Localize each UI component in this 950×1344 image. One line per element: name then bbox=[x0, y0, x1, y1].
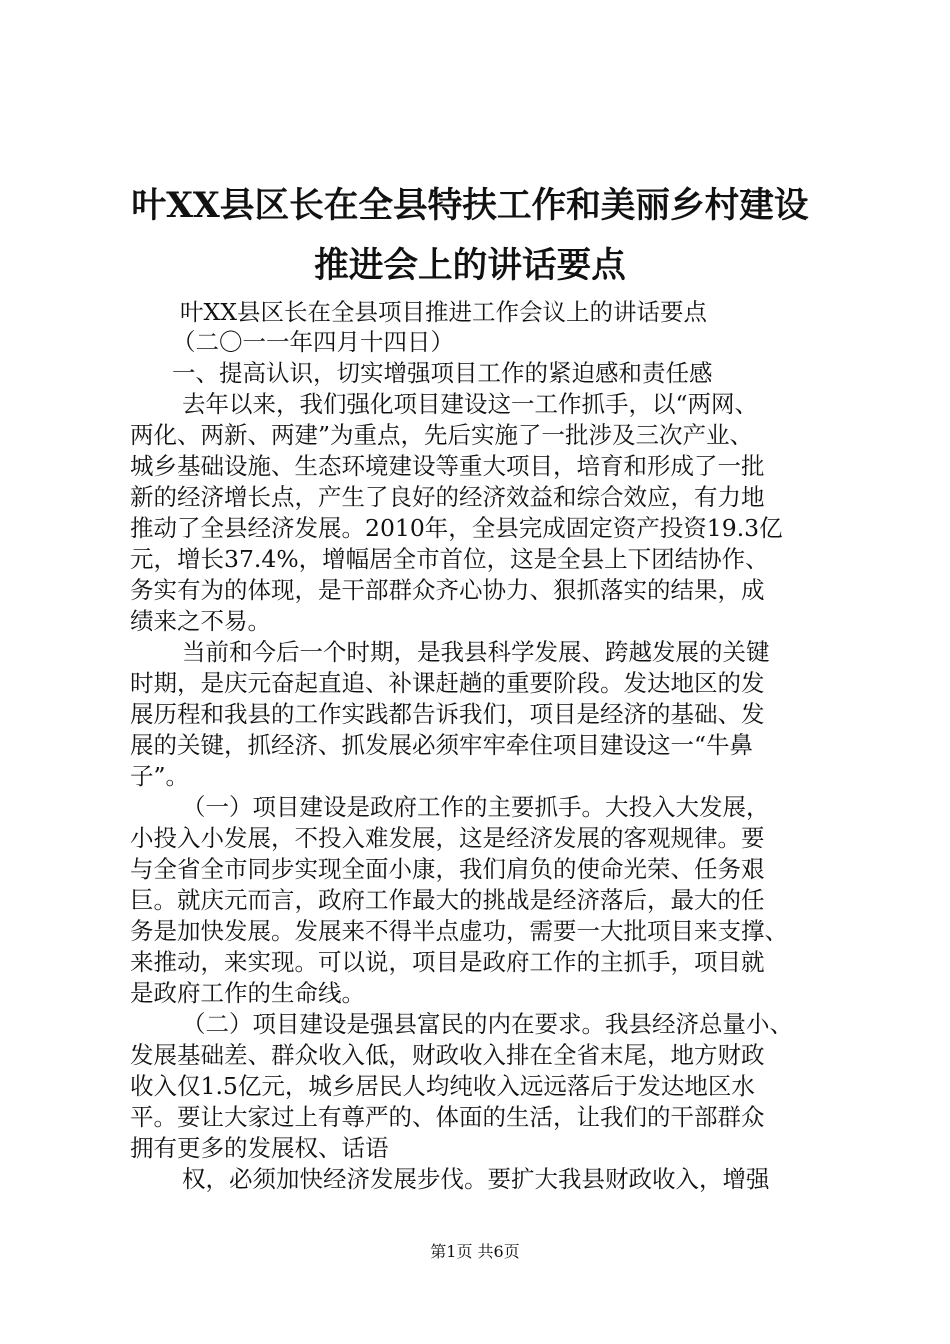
document-title-line-2: 推进会上的讲话要点 bbox=[314, 245, 626, 286]
body-line: 发展基础差、群众收入低，财政收入排在全省末尾，地方财政 bbox=[130, 1041, 765, 1069]
body-line: 展的关键，抓经济、抓发展必须牢牢牵住项目建设这一“牛鼻 bbox=[130, 731, 754, 759]
body-line: 平。要让大家过上有尊严的、体面的生活，让我们的干部群众 bbox=[130, 1103, 765, 1131]
body-line: 推动了全县经济发展。2010年，全县完成固定资产投资19.3亿 bbox=[130, 514, 783, 542]
body-line: 当前和今后一个时期，是我县科学发展、跨越发展的关键 bbox=[182, 638, 770, 666]
body-line: 务实有为的体现，是干部群众齐心协力、狠抓落实的结果，成 bbox=[130, 576, 765, 604]
page-footer: 第1页 共6页 bbox=[430, 1242, 520, 1261]
body-line: 新的经济增长点，产生了良好的经济效益和综合效应，有力地 bbox=[130, 483, 765, 511]
document-title-line-1: 叶XX县区长在全县特扶工作和美丽乡村建设 bbox=[131, 185, 809, 226]
body-line: 子”。 bbox=[130, 762, 190, 790]
body-line: 时期，是庆元奋起直追、补课赶趟的重要阶段。发达地区的发 bbox=[130, 669, 765, 697]
body-line: 权，必须加快经济发展步伐。要扩大我县财政收入，增强 bbox=[182, 1165, 770, 1193]
body-line: （一）项目建设是政府工作的主要抓手。大投入大发展， bbox=[182, 793, 770, 821]
body-line: 来推动，来实现。可以说，项目是政府工作的主抓手，项目就 bbox=[130, 948, 765, 976]
section-heading: 一、提高认识，切实增强项目工作的紧迫感和责任感 bbox=[172, 359, 713, 387]
body-line: 务是加快发展。发展来不得半点虚功，需要一大批项目来支撑、 bbox=[130, 917, 788, 945]
body-line: 两化、两新、两建”为重点，先后实施了一批涉及三次产业、 bbox=[130, 421, 754, 449]
body-line: 拥有更多的发展权、话语 bbox=[130, 1134, 389, 1162]
body-line: 是政府工作的生命线。 bbox=[130, 979, 365, 1007]
body-line: 展历程和我县的工作实践都告诉我们，项目是经济的基础、发 bbox=[130, 700, 765, 728]
subtitle-line: 叶XX县区长在全县项目推进工作会议上的讲话要点 bbox=[180, 298, 707, 326]
body-line: 巨。就庆元而言，政府工作最大的挑战是经济落后，最大的任 bbox=[130, 886, 765, 914]
body-line: 绩来之不易。 bbox=[130, 607, 271, 635]
body-line: 城乡基础设施、生态环境建设等重大项目，培育和形成了一批 bbox=[130, 452, 765, 480]
body-line: （二）项目建设是强县富民的内在要求。我县经济总量小、 bbox=[182, 1010, 793, 1038]
body-line: 元，增长37.4%，增幅居全市首位，这是全县上下团结协作、 bbox=[130, 545, 769, 573]
body-line: 小投入小发展，不投入难发展，这是经济发展的客观规律。要 bbox=[130, 824, 765, 852]
body-line: 收入仅1.5亿元，城乡居民人均纯收入远远落后于发达地区水 bbox=[130, 1072, 755, 1100]
body-line: 去年以来，我们强化项目建设这一工作抓手，以“两网、 bbox=[182, 390, 759, 418]
date-line: （二〇一一年四月十四日） bbox=[172, 328, 454, 356]
body-line: 与全省全市同步实现全面小康，我们肩负的使命光荣、任务艰 bbox=[130, 855, 765, 883]
